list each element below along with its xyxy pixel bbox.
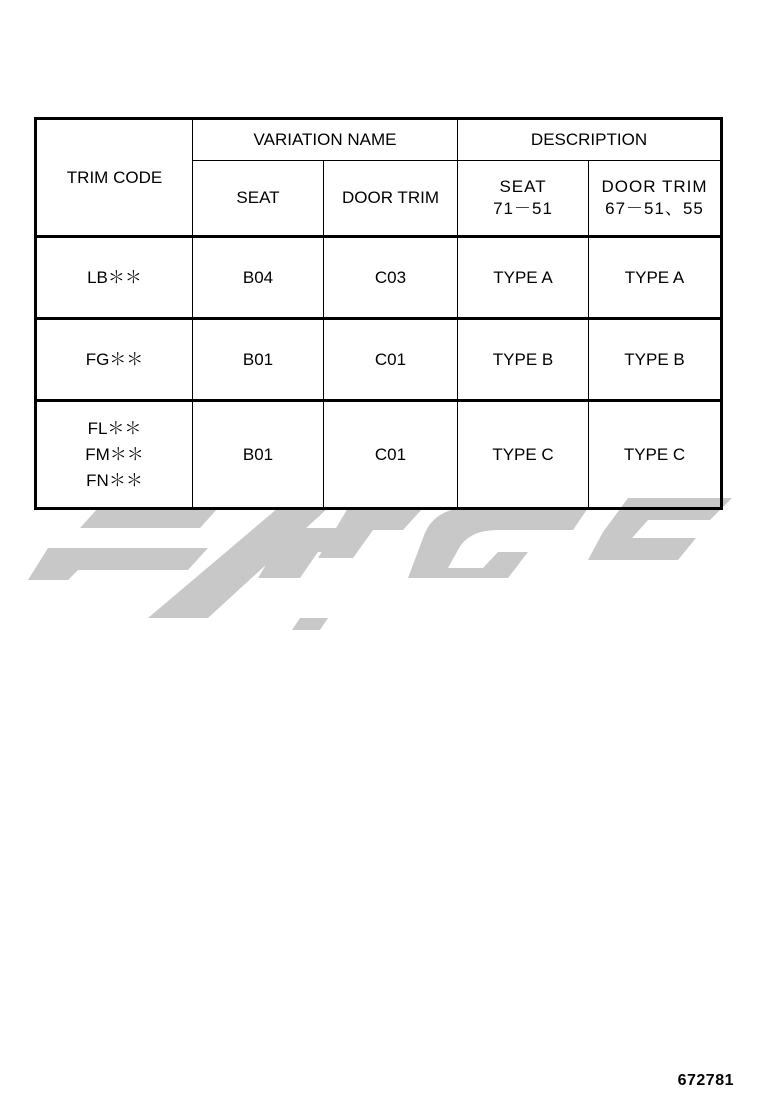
header-variation-door-trim: DOOR TRIM [324,161,458,237]
variation-door-trim-cell: C01 [324,401,458,509]
description-door-trim-cell: TYPE C [589,401,722,509]
header-description-door-trim [589,161,722,237]
table-row [36,319,722,401]
description-seat-cell: TYPE C [458,401,589,509]
header-description-seat-label: SEAT [499,177,547,196]
header-variation-seat: SEAT [193,161,324,237]
description-seat-cell: TYPE A [458,237,589,319]
variation-seat-cell: B04 [193,237,324,319]
trim-code: FN＊＊ [86,470,143,490]
header-description-door-trim-label: DOOR TRIM [601,177,708,196]
description-door-trim-cell: TYPE A [589,237,722,319]
header-description-door-trim-ref: 67－51、55 [605,199,704,218]
trim-code-cell: FG＊＊ [36,319,193,401]
header-variation-name: VARIATION NAME [193,119,458,161]
trim-code: FM＊＊ [85,444,144,464]
table-row [36,401,722,509]
trim-code-cell: LB＊＊ [36,237,193,319]
header-description: DESCRIPTION [458,119,722,161]
variation-seat-cell: B01 [193,401,324,509]
description-door-trim-cell: TYPE B [589,319,722,401]
header-trim-code: TRIM CODE [36,119,193,237]
trim-code-cell [36,401,193,509]
trim-code-table [34,117,723,510]
header-description-seat [458,161,589,237]
header-description-seat-ref: 71－51 [493,199,553,218]
header-row-top [36,119,722,161]
variation-door-trim-cell: C01 [324,319,458,401]
description-seat-cell: TYPE B [458,319,589,401]
figure-number: 672781 [677,1072,734,1089]
table-row [36,237,722,319]
trim-code: FL＊＊ [87,418,142,438]
variation-seat-cell: B01 [193,319,324,401]
variation-door-trim-cell: C03 [324,237,458,319]
